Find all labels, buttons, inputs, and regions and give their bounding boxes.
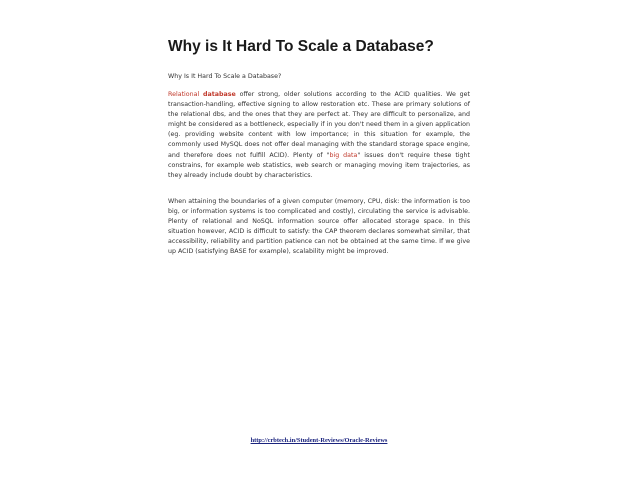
paragraph-relational-databases (168, 90, 470, 181)
paragraph-scaling: When attaining the boundaries of a given computer (memory, CPU, disk: the information is too big, or information systems is too complicated and costly), circulating the service is advisable. Plenty of relational and NoSQL information source offer allocated storage space. In this situation however, ACID is difficult to satisfy: the CAP theorem declares somewhat similar, that accessibility, reliability and partition patience can not be obtained at the same time. If we give up ACID (satisfying BASE for example), scalability might be improved. (168, 198, 470, 256)
subtitle: Why Is It Hard To Scale a Database? (168, 73, 282, 80)
link-relational[interactable]: Relational (168, 91, 200, 98)
link-big-data[interactable]: big data (329, 151, 358, 159)
footer-link[interactable]: http://crbtech.in/Student-Reviews/Oracle-Reviews (250, 437, 388, 444)
paragraph1-text-a: offer strong, older solutions according to the ACID qualities. We get transaction-handling, effective signing to allow restoration etc. These are primary solutions of the relational dbs, and the ones that they are perfect at. They are difficult to personalize, and might be considered as a bottleneck, especially if in you don't need them in a given application (eg. providing website content with low importance; in this situation for example, the commonly used MySQL does not offer deal managing with the standard storage space engine, and therefore does not fulfill ACID). Plenty of " (168, 91, 470, 159)
paragraph1-text-b: " issues don't require these tight constrains, for example web statistics, web search or managing moving item trajectories, as they already include doubt by characteristics. (168, 151, 470, 179)
link-database[interactable]: database (203, 91, 236, 98)
page-title: Why is It Hard To Scale a Database? (168, 38, 434, 55)
